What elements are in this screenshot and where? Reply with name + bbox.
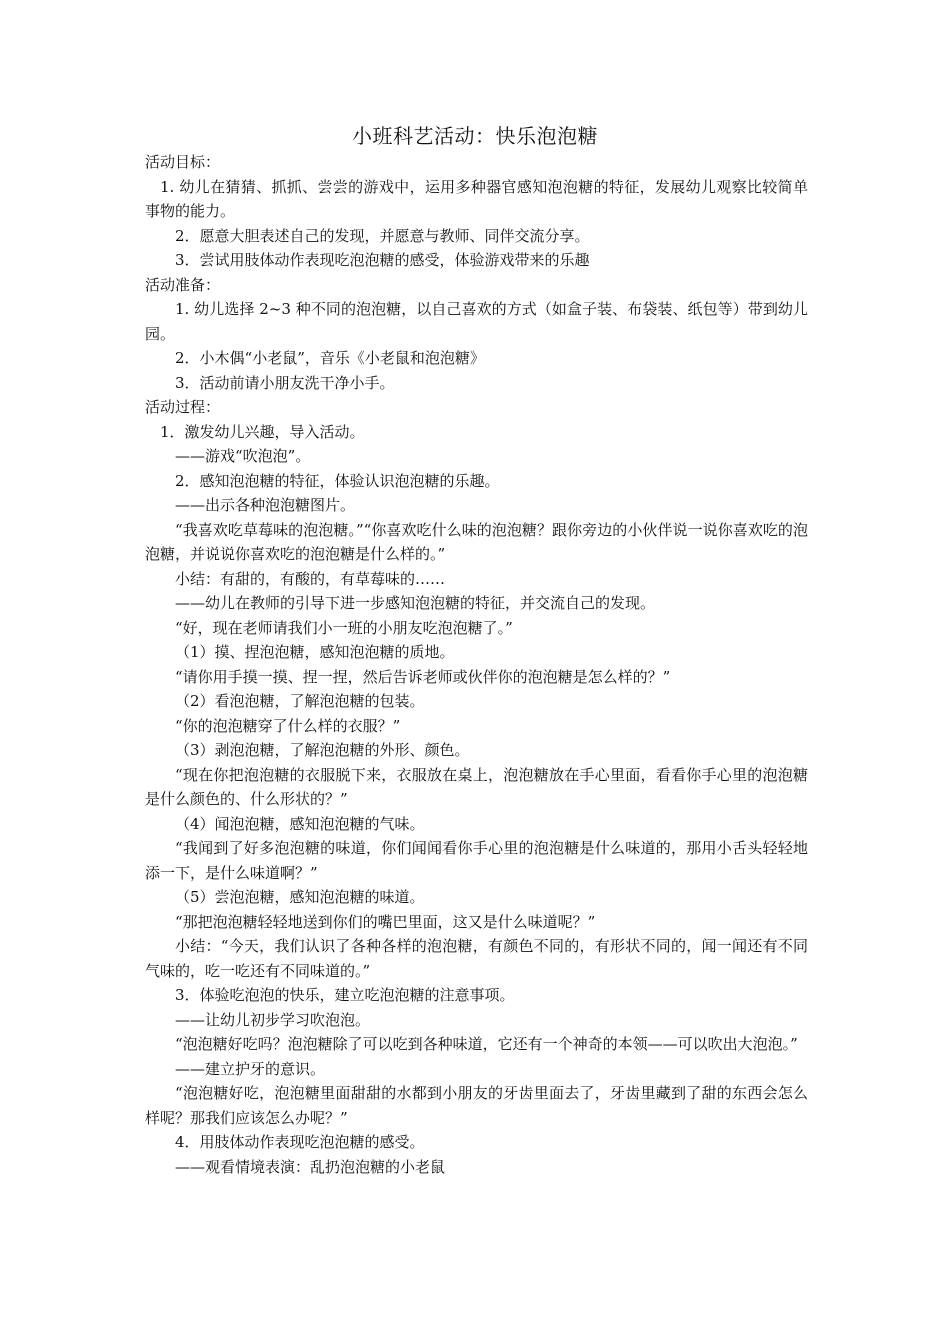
process-summary: 小结：“今天，我们认识了各种各样的泡泡糖，有颜色不同的，有形状不同的，闻一闻还有不同气味的，吃一吃还有不同味道的。”	[145, 937, 808, 980]
goal-2: 2．愿意大胆表述自己的发现，并愿意与教师、同伴交流分享。	[175, 226, 590, 245]
process-paragraph: “泡泡糖好吃吗？泡泡糖除了可以吃到各种味道，它还有一个神奇的本领——可以吹出大泡泡。”	[175, 1035, 798, 1053]
process-substep: （2）看泡泡糖，了解泡泡糖的包装。	[175, 692, 425, 710]
process-step-3: 3．体验吃泡泡的快乐，建立吃泡泡糖的注意事项。	[175, 986, 515, 1004]
process-summary: 小结：有甜的，有酸的，有草莓味的……	[175, 569, 446, 588]
process-substep: （1）摸、捏泡泡糖，感知泡泡糖的质地。	[175, 643, 455, 661]
document-title: 小班科艺活动：快乐泡泡糖	[352, 124, 598, 148]
process-step-1: 1．激发幼儿兴趣，导入活动。	[160, 422, 365, 441]
preparation-1: 1. 幼儿选择 2~3 种不同的泡泡糖，以自己喜欢的方式（如盒子装、布袋装、纸包等）带到幼儿园。	[145, 300, 808, 343]
process-substep: （4）闻泡泡糖，感知泡泡糖的气味。	[175, 814, 425, 833]
process-substep: （5）尝泡泡糖，感知泡泡糖的味道。	[175, 888, 425, 906]
process-paragraph: “你的泡泡糖穿了什么样的衣服？”	[175, 716, 401, 735]
process-paragraph: ——幼儿在教师的引导下进一步感知泡泡糖的特征，并交流自己的发现。	[175, 594, 656, 612]
document-body	[145, 150, 808, 1179]
process-paragraph: “我喜欢吃草莓味的泡泡糖。”“你喜欢吃什么味的泡泡糖？跟你旁边的小伙伴说一说你喜欢吃的泡泡糖，并说说你喜欢吃的泡泡糖是什么样的。”	[145, 520, 808, 563]
process-paragraph: ——出示各种泡泡糖图片。	[175, 496, 356, 514]
process-paragraph: ——游戏“吹泡泡”。	[175, 447, 311, 465]
goal-3: 3．尝试用肢体动作表现吃泡泡糖的感受，体验游戏带来的乐趣	[175, 251, 590, 269]
process-paragraph: “好，现在老师请我们小一班的小朋友吃泡泡糖了。”	[175, 618, 513, 637]
goal-1: 1. 幼儿在猜猜、抓抓、尝尝的游戏中，运用多种器官感知泡泡糖的特征，发展幼儿观察比较简单事物的能力。	[145, 177, 808, 220]
process-paragraph: “现在你把泡泡糖的衣服脱下来，衣服放在桌上，泡泡糖放在手心里面，看看你手心里的泡泡糖是什么颜色的、什么形状的？”	[145, 765, 808, 808]
section-heading-preparation: 活动准备：	[145, 275, 221, 294]
process-paragraph: “请你用手摸一摸、捏一捏，然后告诉老师或伙伴你的泡泡糖是怎么样的？”	[175, 667, 671, 686]
process-step-4: 4．用肢体动作表现吃泡泡糖的感受。	[175, 1133, 425, 1151]
preparation-2: 2．小木偶“小老鼠”，音乐《小老鼠和泡泡糖》	[175, 349, 485, 367]
process-paragraph: “我闻到了好多泡泡糖的味道，你们闻闻看你手心里的泡泡糖是什么味道的，那用小舌头轻轻地添一下，是什么味道啊？”	[145, 839, 808, 882]
process-paragraph: “泡泡糖好吃，泡泡糖里面甜甜的水都到小朋友的牙齿里面去了，牙齿里藏到了甜的东西会怎么样呢？那我们应该怎么办呢？”	[145, 1084, 808, 1127]
section-heading-goals: 活动目标：	[145, 153, 221, 171]
process-paragraph: “那把泡泡糖轻轻地送到你们的嘴巴里面，这又是什么味道呢？”	[175, 912, 596, 931]
process-substep: （3）剥泡泡糖，了解泡泡糖的外形、颜色。	[175, 741, 470, 759]
section-heading-process: 活动过程：	[145, 398, 221, 416]
process-paragraph: ——建立护牙的意识。	[175, 1059, 326, 1078]
process-step-2: 2．感知泡泡糖的特征，体验认识泡泡糖的乐趣。	[175, 471, 500, 490]
process-paragraph: ——观看情境表演：乱扔泡泡糖的小老鼠	[175, 1157, 446, 1176]
process-paragraph: ——让幼儿初步学习吹泡泡。	[175, 1010, 371, 1029]
preparation-3: 3．活动前请小朋友洗干净小手。	[175, 373, 395, 392]
